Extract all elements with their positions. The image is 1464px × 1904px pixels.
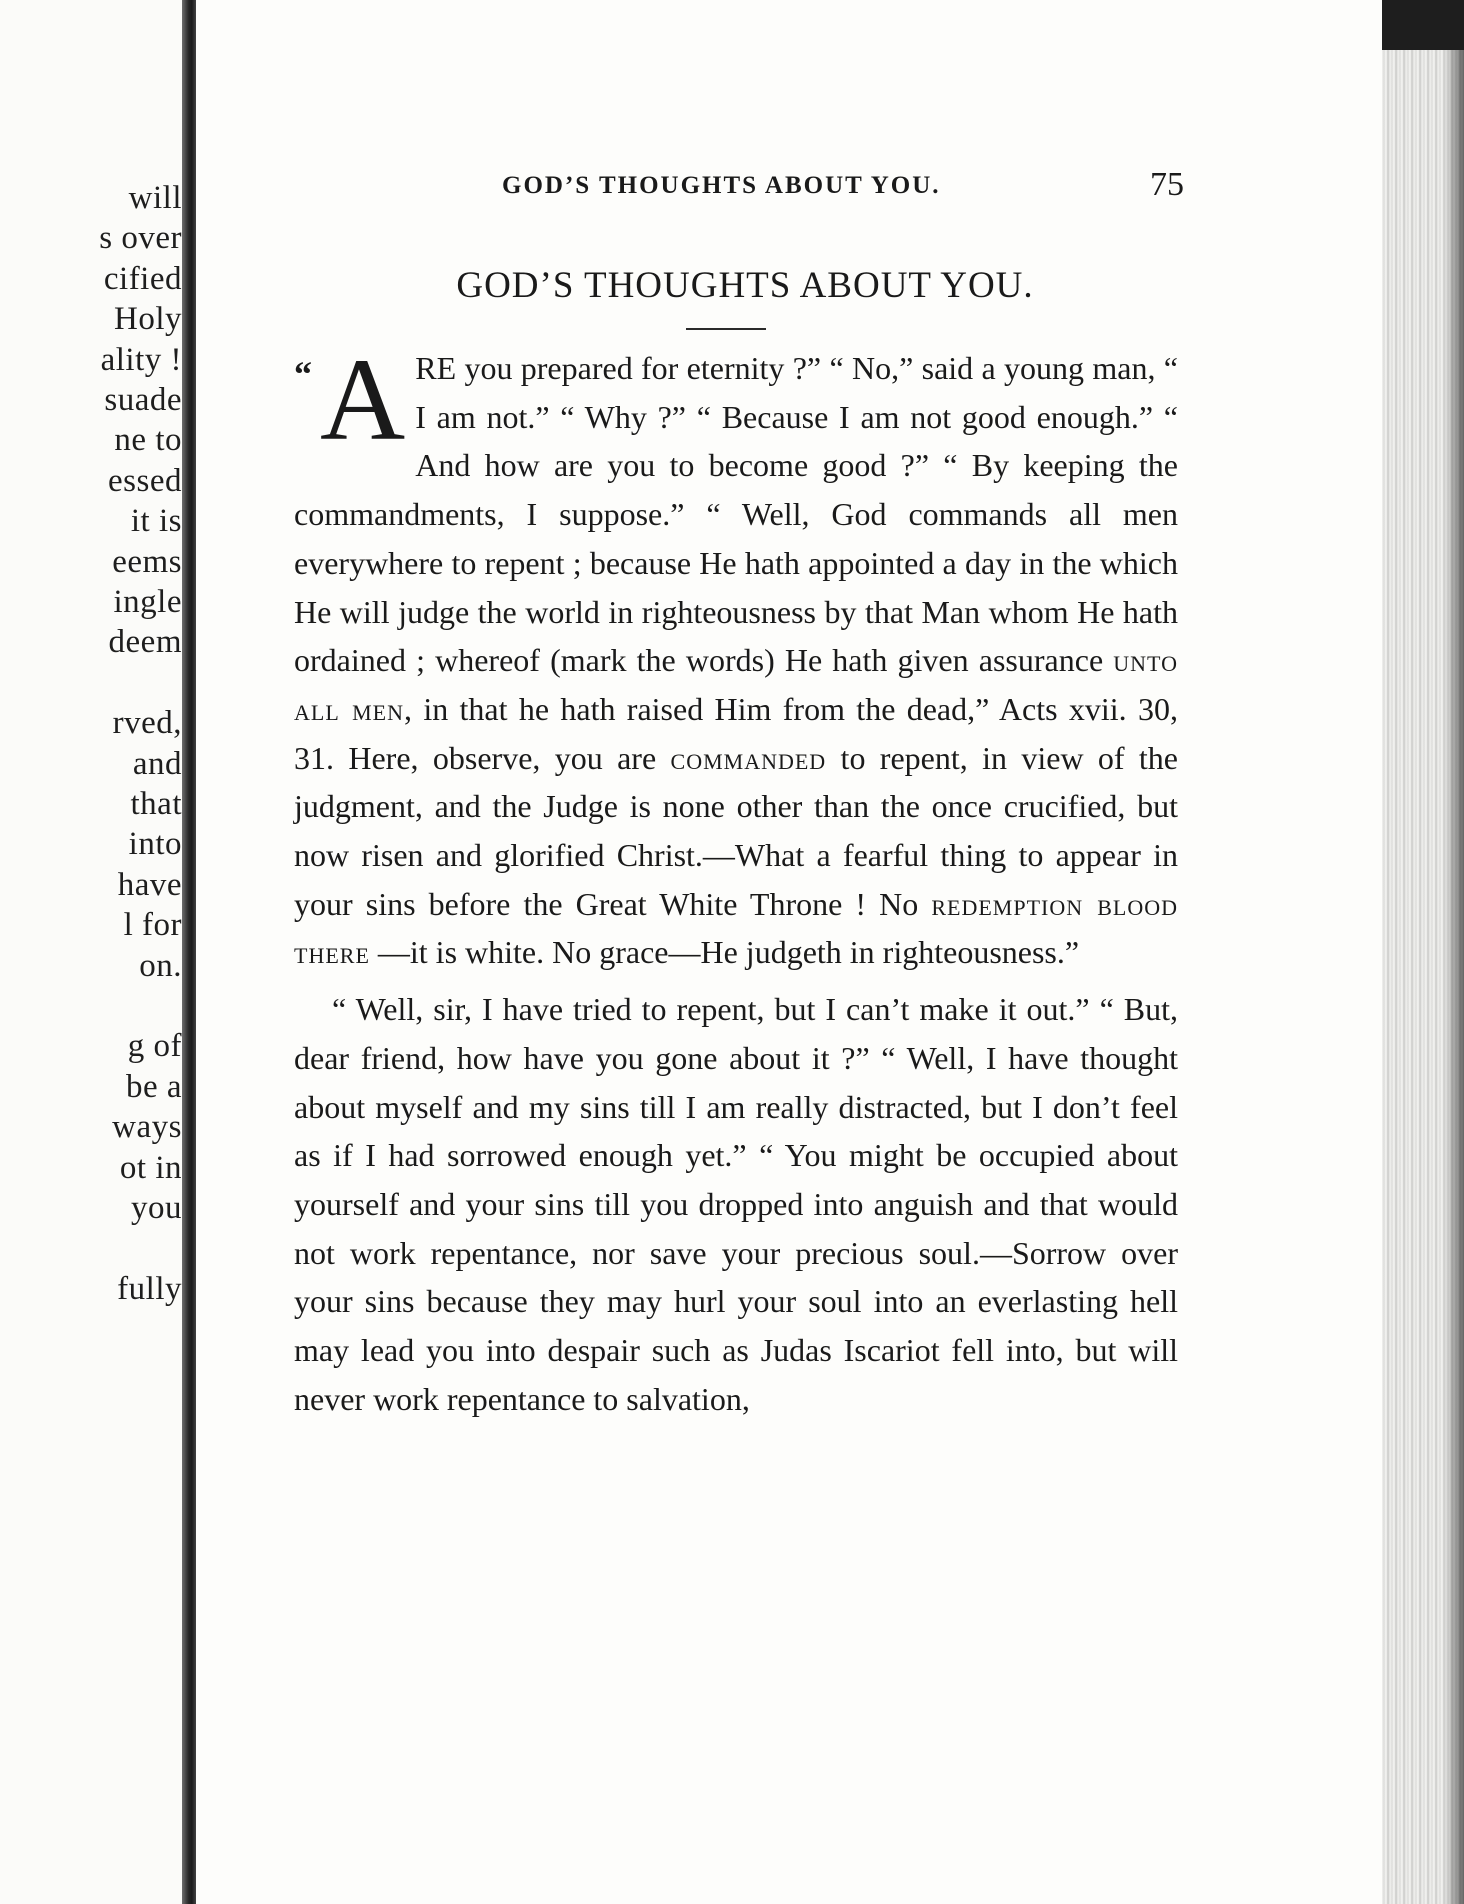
chapter-title: GOD’S THOUGHTS ABOUT YOU. bbox=[456, 265, 1034, 306]
paragraph-text: to repent, in view of the judgment, and the Judge is none other than the once crucified, but now risen and glorified Christ.—What a fearful thing to appear in your sins before the Great White Throne ! No bbox=[294, 739, 1179, 922]
left-page-fragment: ingle bbox=[113, 584, 182, 620]
drop-cap-block bbox=[294, 334, 406, 465]
page-number: 75 bbox=[1150, 166, 1184, 203]
paragraph-text: —it is white. No grace—He judgeth in righteousness.” bbox=[369, 934, 1080, 971]
title-rule bbox=[686, 328, 766, 330]
left-page-fragment: and bbox=[132, 745, 182, 782]
running-head bbox=[306, 166, 1184, 206]
left-page-fragment: ot in bbox=[119, 1149, 182, 1186]
left-page-fragment: ality ! bbox=[100, 341, 182, 378]
left-page-fragment: rved, bbox=[112, 705, 182, 742]
left-page-fragment: have bbox=[117, 866, 182, 903]
left-page-fragment: g of bbox=[127, 1028, 182, 1065]
opening-quote: “ bbox=[294, 354, 312, 394]
left-facing-page bbox=[0, 0, 188, 1904]
body-text bbox=[294, 334, 1179, 1423]
paragraph-text: , in that he hath raised Him from the dead,” Acts xvii. 30, 31. Here, observe, you are bbox=[294, 690, 1178, 776]
left-page-fragment: cified bbox=[103, 260, 182, 297]
left-page-fragment: ne to bbox=[114, 422, 182, 459]
left-page-fragment: into bbox=[128, 826, 182, 863]
left-page-fragment: essed bbox=[108, 462, 182, 499]
top-edge-shadow bbox=[1382, 0, 1464, 50]
page-edges bbox=[1382, 0, 1464, 1904]
left-page-fragment: s over bbox=[99, 220, 182, 257]
left-page-fragment: eems bbox=[112, 543, 182, 580]
left-page-fragment: ways bbox=[112, 1109, 182, 1146]
left-page-fragment: you bbox=[131, 1190, 182, 1226]
left-page-fragment: Holy bbox=[114, 301, 182, 338]
running-head-title: GOD’S THOUGHTS ABOUT YOU. bbox=[502, 172, 941, 199]
left-page-fragment: be a bbox=[125, 1068, 182, 1105]
left-page-fragment: suade bbox=[104, 382, 182, 418]
left-page-fragment: that bbox=[130, 786, 182, 822]
left-page-fragment: will bbox=[128, 180, 182, 216]
drop-cap: A bbox=[320, 334, 406, 465]
left-page-fragment: it is bbox=[130, 503, 182, 540]
left-page-fragment: deem bbox=[108, 624, 182, 661]
paragraph-2: “ Well, sir, I have tried to repent, but I can’t make it out.” “ But, dear friend, how have you gone about it ?” “ Well, I have thought about myself and my sins till I am really distracted, but I don’t feel as if I had sorrowed enough yet.” “ You might be occupied about yourself and your sins till you dropped into anguish and that would not work repentance, nor save your precious soul.—Sorrow over your sins because they may hurl your soul into an everlasting hell may lead you into despair such as Judas Iscariot fell into, but will never work repentance to salvation, bbox=[294, 991, 1178, 1417]
left-page-fragment: l for bbox=[123, 907, 182, 944]
small-caps-text: unto all men bbox=[294, 642, 1178, 727]
small-caps-text: commanded bbox=[670, 739, 827, 776]
left-page-fragment: on. bbox=[139, 947, 182, 984]
paragraph-1 bbox=[294, 334, 1179, 977]
small-caps-text: redemption blood there bbox=[294, 885, 1179, 971]
left-page-fragment: fully bbox=[117, 1270, 182, 1307]
paragraph-text: RE you prepared for eternity ?” “ No,” said a young man, “ I am not.” “ Why ?” “ Because I am not good enough.” “ And how are you to become good ?” “ By keeping the commandments, I suppose.” “ Well, God commands all men everywhere to repent ; because He hath appointed a day in the which He will judge the world in righteousness by that Man whom He hath ordained ; whereof (mark the words) He hath given assurance bbox=[294, 350, 1178, 679]
